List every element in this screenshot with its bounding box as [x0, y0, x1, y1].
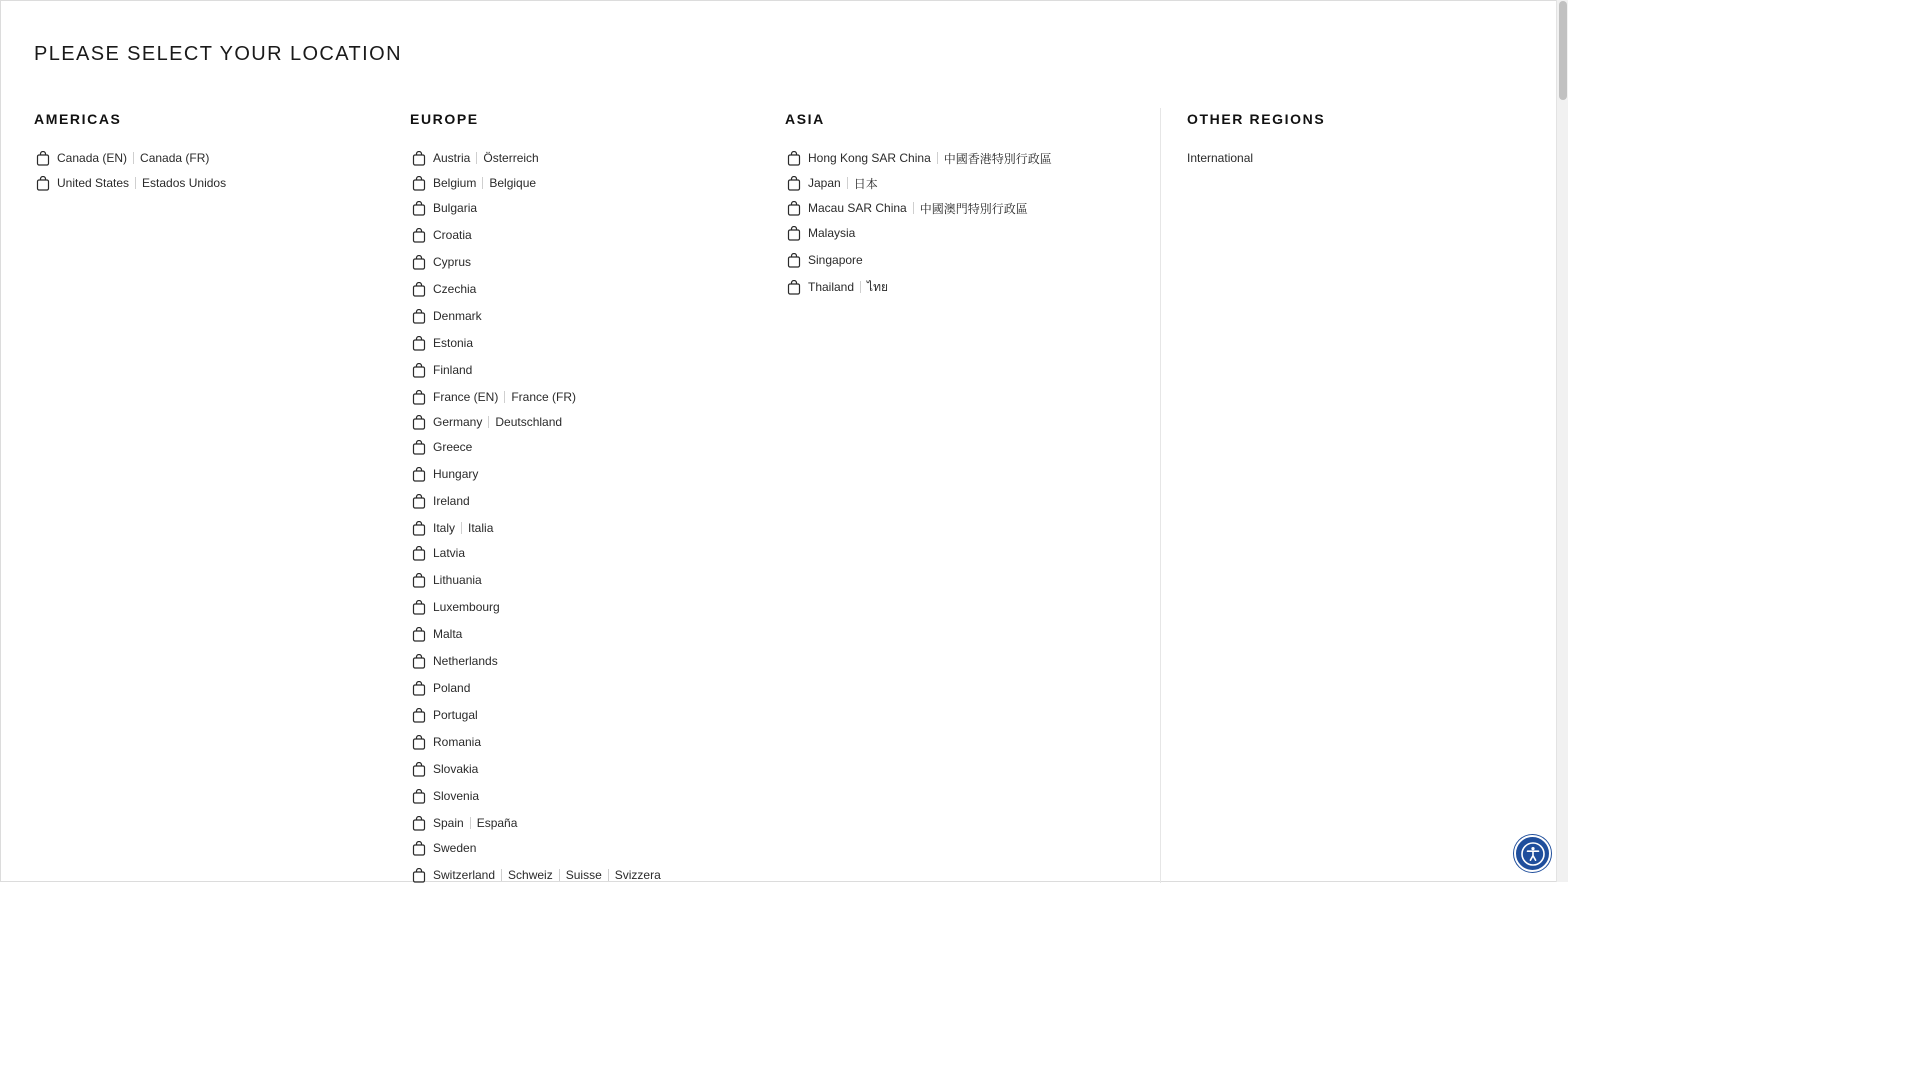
location-item [34, 148, 209, 168]
language-separator [847, 177, 848, 189]
location-item [410, 225, 472, 245]
location-item [410, 491, 470, 511]
location-link[interactable]: 日本 [853, 176, 878, 191]
shopping-bag-icon [412, 415, 426, 430]
location-link[interactable]: France (FR) [511, 390, 577, 404]
location-link[interactable]: Poland [433, 681, 471, 695]
shopping-bag-icon [412, 573, 426, 588]
location-item [410, 678, 470, 698]
location-item [410, 786, 479, 806]
location-link[interactable]: Japan [808, 176, 841, 190]
location-item [410, 387, 576, 407]
location-item [410, 624, 462, 644]
location-link[interactable]: Switzerland [433, 868, 496, 882]
page-title: PLEASE SELECT YOUR LOCATION [34, 43, 402, 65]
location-item [410, 173, 536, 193]
location-link[interactable]: Schweiz [508, 868, 553, 882]
location-link[interactable]: International [1187, 151, 1254, 165]
language-separator [559, 869, 560, 881]
location-item [410, 570, 482, 590]
location-link[interactable]: Italia [468, 521, 494, 535]
location-item [410, 333, 473, 353]
location-link[interactable]: Suisse [565, 868, 602, 882]
location-item [785, 198, 1028, 218]
shopping-bag-icon [412, 521, 426, 536]
region-asia [785, 110, 1145, 294]
location-item [410, 732, 481, 752]
location-link[interactable]: Germany [433, 415, 483, 429]
shopping-bag-icon [412, 467, 426, 482]
shopping-bag-icon [412, 282, 426, 297]
location-link[interactable]: Romania [433, 735, 482, 749]
location-link[interactable]: Belgium [433, 176, 477, 190]
language-separator [482, 177, 483, 189]
shopping-bag-icon [787, 201, 801, 216]
shopping-bag-icon [412, 201, 426, 216]
region-heading-asia: ASIA [785, 111, 825, 127]
location-item [1187, 148, 1253, 168]
location-item [410, 518, 493, 538]
shopping-bag-icon [412, 789, 426, 804]
shopping-bag-icon [412, 494, 426, 509]
location-item [410, 360, 472, 380]
location-link[interactable]: Denmark [433, 309, 482, 323]
location-link[interactable]: Österreich [483, 151, 539, 165]
location-link[interactable]: Estados Unidos [142, 176, 227, 190]
scrollbar-thumb[interactable] [1559, 1, 1567, 100]
location-link[interactable]: Latvia [433, 546, 466, 560]
location-link[interactable]: Hungary [433, 467, 479, 481]
region-europe [410, 110, 750, 882]
location-link[interactable]: Deutschland [495, 415, 563, 429]
language-separator [860, 281, 861, 293]
location-link[interactable]: Croatia [433, 228, 472, 242]
language-separator [501, 869, 502, 881]
language-separator [488, 416, 489, 428]
location-item [410, 198, 477, 218]
location-item [410, 838, 476, 858]
location-item [410, 279, 476, 299]
location-link[interactable]: Malta [433, 627, 463, 641]
location-link[interactable]: Canada (EN) [57, 151, 128, 165]
shopping-bag-icon [412, 309, 426, 324]
location-link[interactable]: Canada (FR) [140, 151, 210, 165]
shopping-bag-icon [412, 816, 426, 831]
location-link[interactable]: Thailand [808, 280, 855, 294]
location-link[interactable]: United States [57, 176, 130, 190]
location-link[interactable]: Czechia [433, 282, 477, 296]
region-americas [34, 110, 374, 190]
shopping-bag-icon [412, 228, 426, 243]
location-link[interactable]: France (EN) [433, 390, 499, 404]
shopping-bag-icon [412, 151, 426, 166]
region-heading-americas: AMERICAS [34, 111, 122, 127]
accessibility-button[interactable] [1514, 835, 1551, 872]
shopping-bag-icon [787, 151, 801, 166]
location-link[interactable]: Singapore [808, 253, 863, 267]
location-link[interactable]: Belgique [489, 176, 537, 190]
shopping-bag-icon [412, 363, 426, 378]
shopping-bag-icon [412, 762, 426, 777]
language-separator [476, 152, 477, 164]
location-link[interactable]: Ireland [433, 494, 470, 508]
shopping-bag-icon [36, 151, 50, 166]
location-item [785, 277, 888, 297]
shopping-bag-icon [412, 440, 426, 455]
location-link[interactable]: Lithuania [433, 573, 482, 587]
language-separator [133, 152, 134, 164]
shopping-bag-icon [412, 708, 426, 723]
language-separator [913, 202, 914, 214]
location-item [410, 148, 539, 168]
location-link[interactable]: 中國澳門特別行政區 [919, 201, 1028, 216]
language-separator [608, 869, 609, 881]
location-item [785, 250, 863, 270]
location-link[interactable]: Netherlands [433, 654, 498, 668]
vertical-scrollbar[interactable] [1556, 0, 1568, 882]
location-link[interactable]: Svizzera [614, 868, 661, 882]
location-link[interactable]: Estonia [433, 336, 474, 350]
location-item [410, 705, 478, 725]
location-link[interactable]: Sweden [433, 841, 477, 855]
region-heading-europe: EUROPE [410, 111, 479, 127]
location-item [785, 173, 878, 193]
location-item [410, 759, 478, 779]
location-link[interactable]: Greece [433, 440, 473, 454]
shopping-bag-icon [412, 255, 426, 270]
shopping-bag-icon [412, 546, 426, 561]
location-item [410, 813, 517, 833]
location-link[interactable]: Finland [433, 363, 473, 377]
location-link[interactable]: Austria [433, 151, 471, 165]
shopping-bag-icon [412, 841, 426, 856]
location-item [410, 464, 478, 484]
language-separator [461, 522, 462, 534]
location-link[interactable]: ไทย [867, 279, 889, 294]
shopping-bag-icon [787, 226, 801, 241]
language-separator [504, 391, 505, 403]
location-link[interactable]: España [476, 816, 518, 830]
location-link[interactable]: Bulgaria [433, 201, 478, 215]
location-link[interactable]: Hong Kong SAR China [808, 151, 931, 165]
location-link[interactable]: Italy [433, 521, 456, 535]
location-link[interactable]: Slovenia [433, 789, 480, 803]
location-item [410, 306, 482, 326]
location-item [785, 223, 855, 243]
shopping-bag-icon [412, 654, 426, 669]
location-item [410, 252, 471, 272]
location-item [34, 173, 226, 193]
language-separator [470, 817, 471, 829]
location-item [410, 651, 498, 671]
shopping-bag-icon [787, 176, 801, 191]
shopping-bag-icon [412, 681, 426, 696]
shopping-bag-icon [412, 735, 426, 750]
location-item [785, 148, 1052, 168]
region-other [1187, 110, 1517, 165]
location-item [410, 597, 500, 617]
location-item [410, 543, 465, 563]
location-item [410, 437, 472, 457]
shopping-bag-icon [787, 280, 801, 295]
accessibility-icon [1520, 841, 1546, 867]
language-separator [135, 177, 136, 189]
location-link[interactable]: Cyprus [433, 255, 472, 269]
location-link[interactable]: Luxembourg [433, 600, 500, 614]
shopping-bag-icon [412, 868, 426, 883]
shopping-bag-icon [412, 600, 426, 615]
location-link[interactable]: Slovakia [433, 762, 479, 776]
location-link[interactable]: Portugal [433, 708, 478, 722]
shopping-bag-icon [412, 627, 426, 642]
location-item [410, 865, 661, 885]
shopping-bag-icon [787, 253, 801, 268]
location-link[interactable]: Macau SAR China [808, 201, 907, 215]
shopping-bag-icon [412, 390, 426, 405]
language-separator [937, 152, 938, 164]
shopping-bag-icon [412, 336, 426, 351]
location-item [410, 412, 562, 432]
column-divider [1160, 108, 1161, 883]
shopping-bag-icon [36, 176, 50, 191]
location-link[interactable]: Malaysia [808, 226, 856, 240]
shopping-bag-icon [412, 176, 426, 191]
location-link[interactable]: 中國香港特別行政區 [943, 151, 1052, 166]
region-heading-other: OTHER REGIONS [1187, 111, 1326, 127]
location-link[interactable]: Spain [433, 816, 464, 830]
